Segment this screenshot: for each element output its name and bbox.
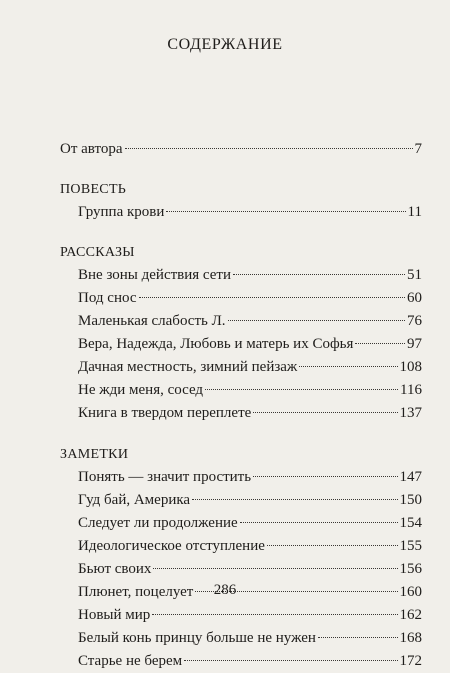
toc-entry bbox=[60, 512, 422, 535]
dot-leader bbox=[253, 412, 397, 413]
section-gap bbox=[60, 161, 422, 178]
toc-entry bbox=[60, 627, 422, 650]
toc-entry bbox=[60, 333, 422, 356]
toc-entry-label: Дачная местность, зимний пейзаж bbox=[78, 359, 298, 375]
toc-entry-label: Идеологическое отступление bbox=[78, 538, 265, 554]
dot-leader bbox=[233, 274, 405, 275]
toc-entry bbox=[60, 287, 422, 310]
toc-entry-page: 155 bbox=[399, 538, 422, 554]
footer-page-number: 286 bbox=[213, 582, 237, 598]
section-heading-povest: ПОВЕСТЬ bbox=[60, 182, 127, 197]
toc-entry-label: Следует ли продолжение bbox=[78, 515, 238, 531]
dot-leader bbox=[166, 211, 405, 212]
dot-leader bbox=[267, 545, 398, 546]
toc-entry bbox=[60, 264, 422, 287]
dot-leader bbox=[240, 522, 398, 523]
toc-entry-page: 172 bbox=[399, 653, 422, 669]
toc-entry-page: 11 bbox=[407, 204, 422, 220]
dot-leader bbox=[152, 614, 397, 615]
toc-entry-page: 160 bbox=[399, 584, 422, 600]
toc-entry-page: 162 bbox=[399, 607, 422, 623]
toc-entry-page: 150 bbox=[399, 492, 422, 508]
toc-entry-page: 137 bbox=[399, 405, 422, 421]
section-heading-zametki: ЗАМЕТКИ bbox=[60, 447, 129, 462]
toc-entry-page: 156 bbox=[399, 561, 422, 577]
dot-leader bbox=[253, 476, 397, 477]
toc-entry bbox=[60, 310, 422, 333]
toc-entry-label: Под снос bbox=[78, 290, 137, 306]
toc-entry-label: Гуд бай, Америка bbox=[78, 492, 191, 508]
toc-entry bbox=[60, 201, 422, 224]
toc-entry-label: Вера, Надежда, Любовь и матерь их Софья bbox=[78, 336, 354, 352]
toc-entry-label: Белый конь принцу больше не нужен bbox=[78, 630, 316, 646]
section-gap bbox=[60, 425, 422, 443]
toc-entry-page: 76 bbox=[407, 313, 422, 329]
toc-entry-page: 147 bbox=[399, 469, 422, 485]
dot-leader bbox=[184, 660, 397, 661]
toc-entry-label: Маленькая слабость Л. bbox=[78, 313, 226, 329]
toc-entry-page: 154 bbox=[399, 515, 422, 531]
toc-entry bbox=[60, 402, 422, 425]
dot-leader bbox=[125, 148, 413, 149]
toc-entry-label: Группа крови bbox=[78, 204, 165, 220]
toc-entry bbox=[60, 558, 422, 581]
toc-entry bbox=[60, 650, 422, 673]
toc-entry-page: 116 bbox=[400, 382, 422, 398]
toc-entry-label: Понять — значит простить bbox=[78, 469, 252, 485]
dot-leader bbox=[228, 320, 405, 321]
toc-entry bbox=[60, 356, 422, 379]
dot-leader bbox=[139, 297, 406, 298]
toc-entry-label: Не жди меня, сосед bbox=[78, 382, 204, 398]
toc-entry-label: Новый мир bbox=[78, 607, 151, 623]
toc-entry-author-note bbox=[60, 138, 422, 161]
toc-entry-page: 60 bbox=[407, 290, 422, 306]
toc-entry-page: 97 bbox=[407, 336, 422, 352]
toc-entry-label: Старье не берем bbox=[78, 653, 183, 669]
toc-entry bbox=[60, 604, 422, 627]
toc-entry bbox=[60, 379, 422, 402]
toc-entry-label: Вне зоны действия сети bbox=[78, 267, 232, 283]
toc-entry-page: 7 bbox=[414, 141, 422, 157]
toc-entry-label: Книга в твердом переплете bbox=[78, 405, 252, 421]
toc-entry-label: Бьют своих bbox=[78, 561, 152, 577]
dot-leader bbox=[318, 637, 398, 638]
dot-leader bbox=[192, 499, 397, 500]
toc-entry-page: 108 bbox=[399, 359, 422, 375]
toc-entry-label: Плюнет, поцелует bbox=[78, 584, 194, 600]
toc-entry-page: 168 bbox=[399, 630, 422, 646]
page-title: СОДЕРЖАНИЕ bbox=[167, 36, 283, 53]
toc-entry bbox=[60, 466, 422, 489]
section-gap bbox=[60, 224, 422, 241]
toc-entry-page: 51 bbox=[407, 267, 422, 283]
dot-leader bbox=[205, 389, 398, 390]
section-heading-rasskazy: РАССКАЗЫ bbox=[60, 245, 135, 260]
dot-leader bbox=[355, 343, 405, 344]
toc-entry bbox=[60, 489, 422, 512]
dot-leader bbox=[153, 568, 397, 569]
dot-leader bbox=[299, 366, 397, 367]
toc-entry bbox=[60, 535, 422, 558]
toc-entry-label: От автора bbox=[60, 141, 123, 157]
